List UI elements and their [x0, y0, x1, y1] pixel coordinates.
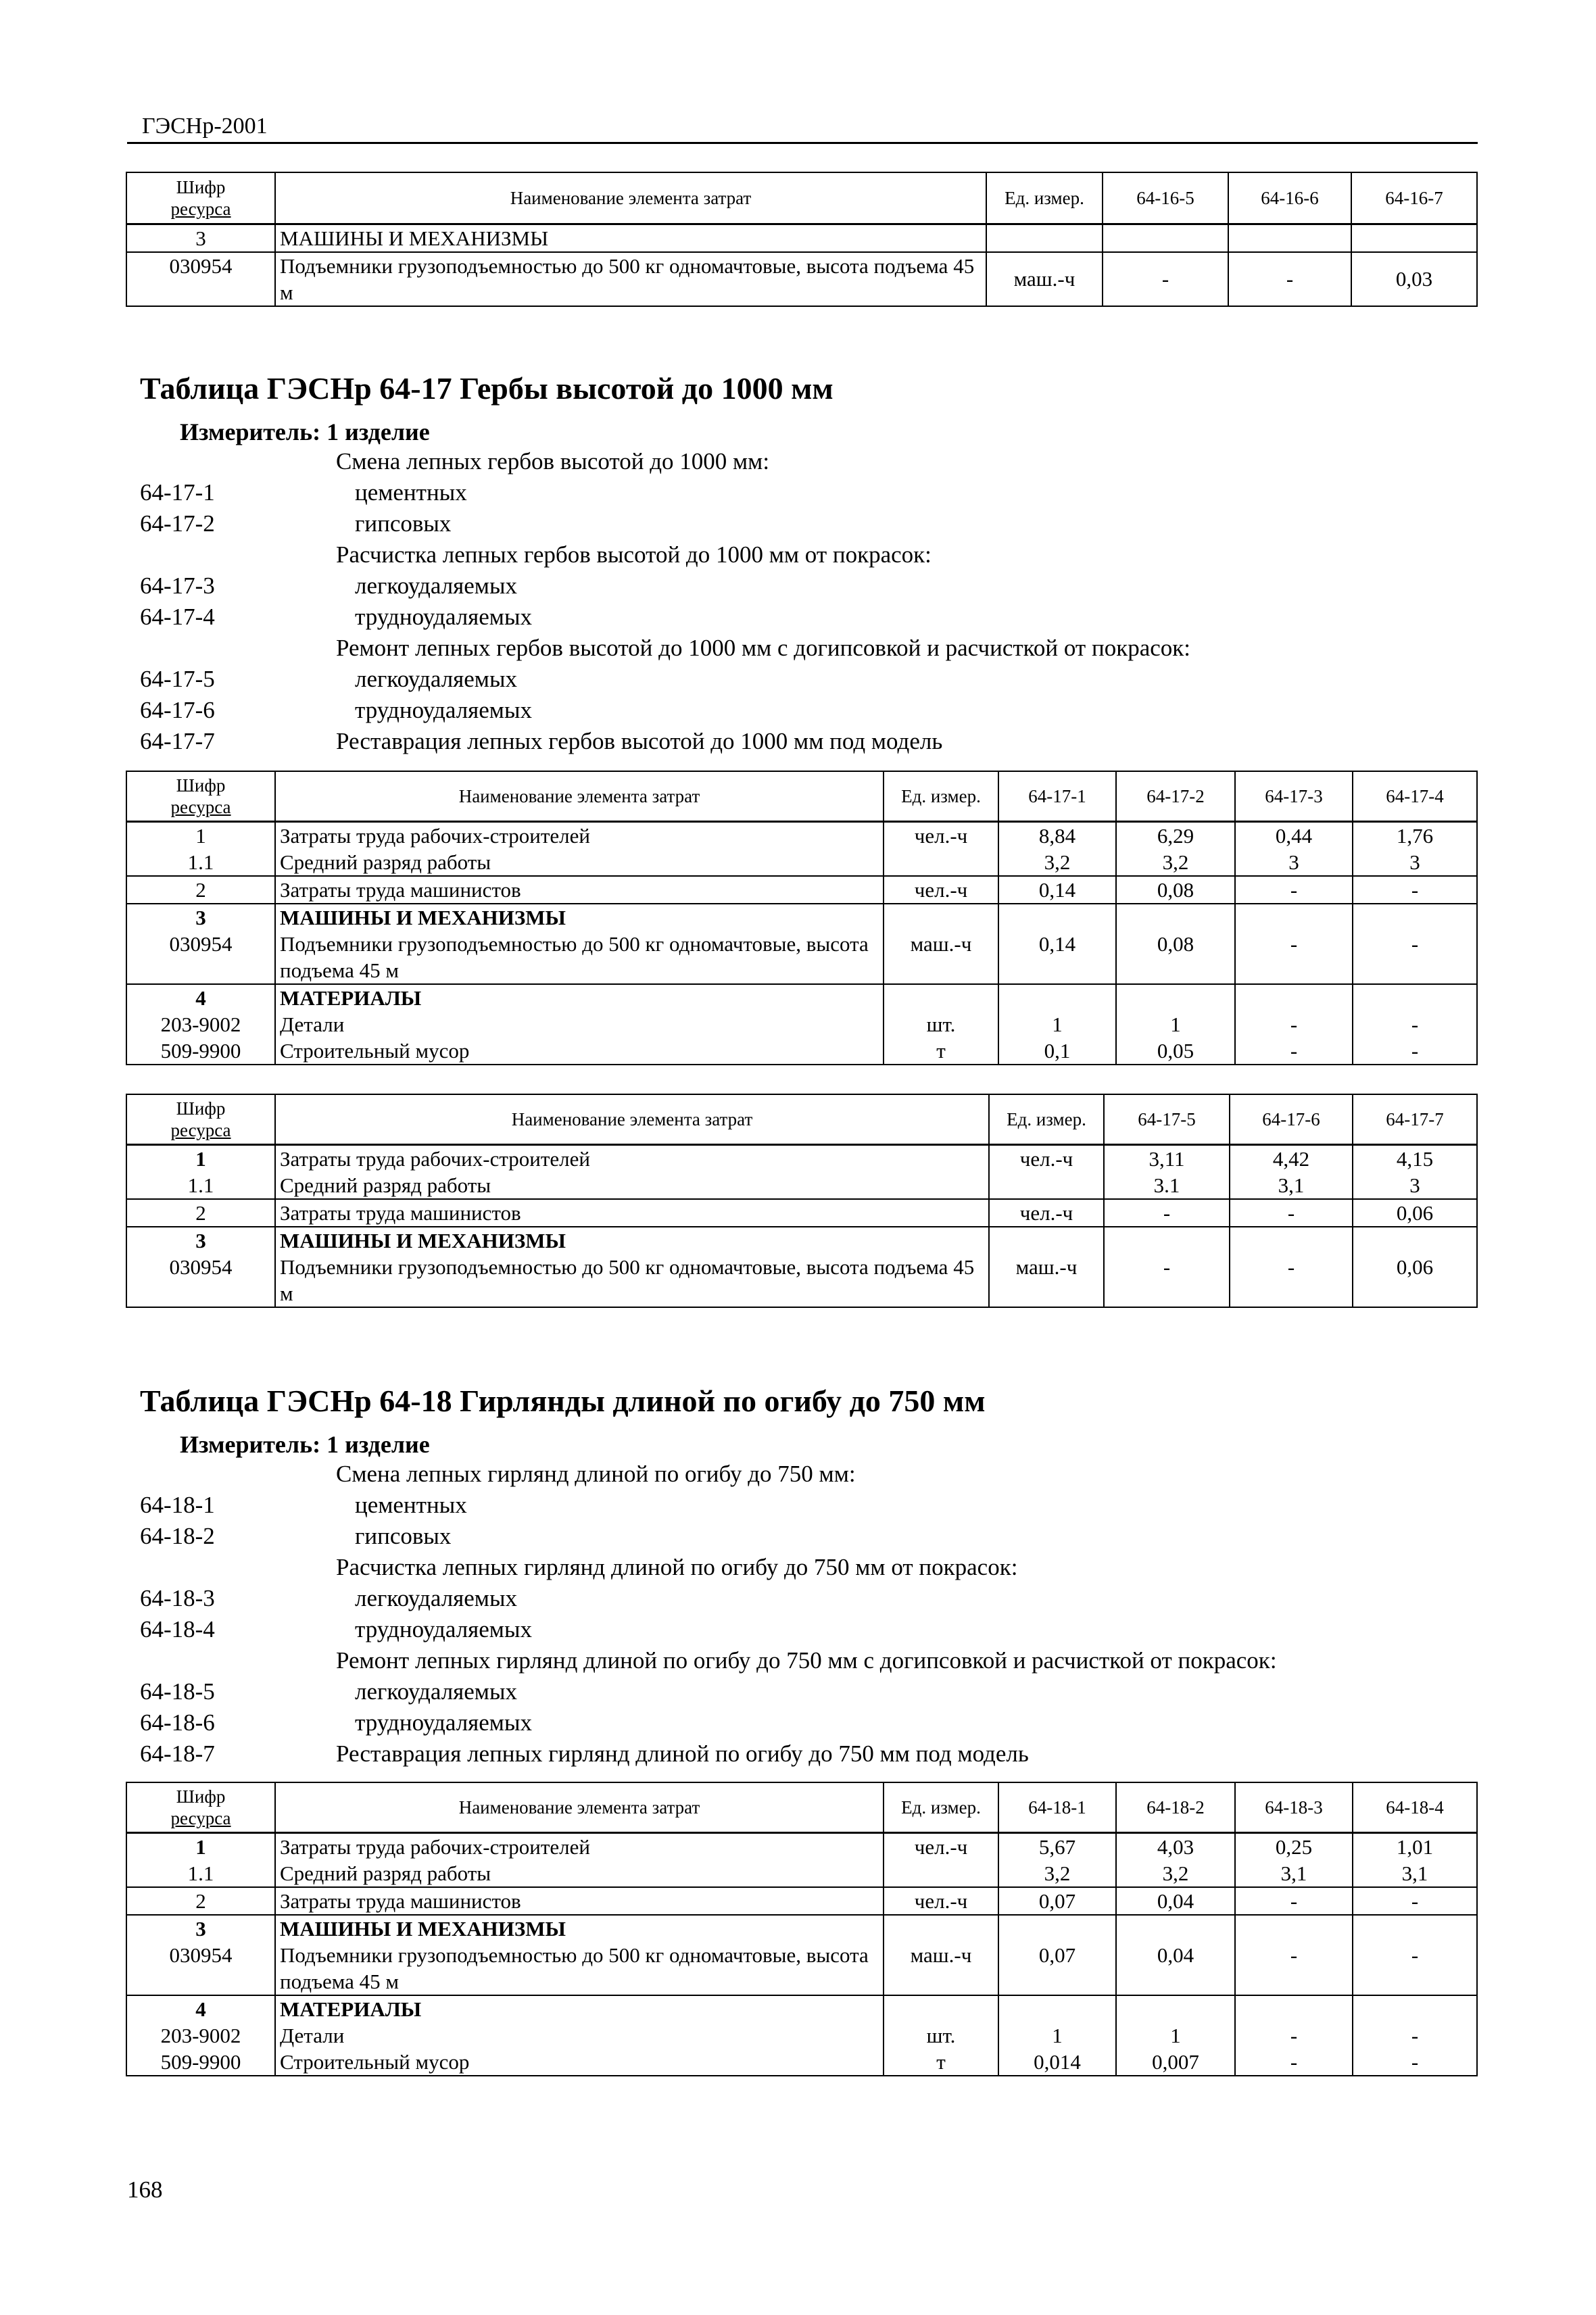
value-cell: - — [1353, 876, 1477, 904]
column-header: 64-16-6 — [1228, 172, 1351, 224]
resource-name: Подъемники грузоподъемностью до 500 кг одномачтовые, высота подъема 45 м — [275, 252, 986, 306]
value-cell: 0,04 — [1116, 1887, 1235, 1915]
value-cell: 3,2 — [1162, 850, 1189, 874]
column-header: 64-17-5 — [1104, 1094, 1230, 1144]
column-header: 64-18-1 — [998, 1782, 1116, 1832]
unit-cell: маш.-ч — [986, 252, 1103, 306]
value-cell: 0,25 — [1275, 1834, 1313, 1859]
table-row — [126, 1995, 1477, 2076]
resource-name: МАШИНЫ И МЕХАНИЗМЫ — [280, 905, 566, 929]
value-cell: 6,29 — [1157, 823, 1194, 848]
table-row — [126, 876, 1477, 904]
value-cell: 4,03 — [1157, 1834, 1194, 1859]
unit-header: Ед. измер. — [884, 1782, 998, 1832]
resource-name: МАШИНЫ И МЕХАНИЗМЫ — [280, 1228, 566, 1252]
code-header: Шифр ресурса — [126, 771, 275, 821]
value-cell: 0,14 — [998, 904, 1116, 984]
value-cell: - — [1290, 2023, 1298, 2047]
resource-name: Детали — [280, 2023, 345, 2047]
resource-code: 3 — [195, 1916, 206, 1941]
resource-name: Подъемники грузоподъемностью до 500 кг одномачтовые, высота подъема 45 м — [280, 1943, 869, 1993]
resource-code: 030954 — [169, 1254, 233, 1279]
resource-name: Строительный мусор — [280, 1038, 470, 1063]
resource-code: 030954 — [169, 1943, 233, 1967]
resource-name: Затраты труда рабочих-строителей — [280, 1146, 590, 1171]
resource-code: 3 — [126, 224, 275, 252]
value-cell: - — [1235, 1915, 1353, 1995]
resource-name: МАШИНЫ И МЕХАНИЗМЫ — [280, 1916, 566, 1941]
unit-cell: маш.-ч — [989, 1227, 1104, 1307]
resource-name: Подъемники грузоподъемностью до 500 кг одномачтовые, высота подъема 45 м — [280, 931, 869, 982]
resource-code: 1.1 — [187, 850, 214, 874]
table-row — [126, 1144, 1477, 1199]
value-cell: 1,76 — [1396, 823, 1434, 848]
name-header: Наименование элемента затрат — [275, 172, 986, 224]
table-row — [126, 984, 1477, 1065]
resource-code: 030954 — [126, 252, 275, 306]
resource-code: 1.1 — [187, 1173, 214, 1197]
code-header: Шифр ресурса — [126, 1782, 275, 1832]
resource-code: 2 — [126, 1199, 275, 1227]
resource-code: 1 — [195, 1146, 206, 1171]
value-cell: 3.1 — [1153, 1173, 1180, 1197]
resource-name: Подъемники грузоподъемностью до 500 кг одномачтовые, высота подъема 45 м — [280, 1254, 975, 1305]
unit-cell: чел.-ч — [989, 1144, 1104, 1199]
resource-code: 2 — [126, 1887, 275, 1915]
value-cell: 3 — [1409, 850, 1420, 874]
column-header: 64-17-6 — [1230, 1094, 1353, 1144]
resource-code: 3 — [195, 905, 206, 929]
value-cell: - — [1235, 1887, 1353, 1915]
value-cell: 3 — [1409, 1173, 1420, 1197]
value-cell: - — [1290, 1012, 1298, 1036]
table-row — [126, 224, 1477, 252]
resource-code: 509-9900 — [160, 1038, 241, 1063]
value-cell: - — [1411, 2049, 1419, 2074]
value-cell: - — [1290, 1038, 1298, 1063]
value-cell: 3,1 — [1401, 1861, 1428, 1885]
table-row — [126, 1227, 1477, 1307]
resource-name: МАТЕРИАЛЫ — [280, 1997, 422, 2021]
resource-name: Строительный мусор — [280, 2049, 470, 2074]
value-cell: 3,2 — [1162, 1861, 1189, 1885]
resource-code: 1.1 — [187, 1861, 214, 1885]
code-header: Шифр ресурса — [126, 172, 275, 224]
resource-name: Затраты труда машинистов — [275, 876, 884, 904]
resource-name: Затраты труда рабочих-строителей — [280, 823, 590, 848]
value-cell: 1,01 — [1396, 1834, 1434, 1859]
table-row — [126, 1887, 1477, 1915]
value-cell: 4,15 — [1396, 1146, 1434, 1171]
value-cell: 0,08 — [1116, 904, 1235, 984]
running-head: ГЭСНр-2001 — [142, 114, 268, 139]
column-header: 64-17-3 — [1235, 771, 1353, 821]
unit-cell: чел.-ч — [884, 1832, 998, 1887]
resource-code: 3 — [195, 1228, 206, 1252]
unit-cell: маш.-ч — [884, 904, 998, 984]
resource-table-64-17-part2 — [126, 1094, 1478, 1308]
value-cell — [1103, 224, 1228, 252]
table-row — [126, 821, 1477, 876]
value-cell: - — [1290, 2049, 1298, 2074]
value-cell: - — [1104, 1227, 1230, 1307]
value-cell: 3,1 — [1278, 1173, 1305, 1197]
value-cell: - — [1353, 1887, 1477, 1915]
section-title-64-18: Таблица ГЭСНр 64-18 Гирлянды длиной по огибу до 750 мм — [140, 1384, 986, 1418]
value-cell: 0,007 — [1152, 2049, 1199, 2074]
resource-code: 4 — [195, 1997, 206, 2021]
value-cell: 5,67 — [1038, 1834, 1076, 1859]
column-header: 64-17-1 — [998, 771, 1116, 821]
value-cell — [1351, 224, 1477, 252]
value-cell: 0,08 — [1116, 876, 1235, 904]
column-header: 64-16-7 — [1351, 172, 1477, 224]
resource-name: Затраты труда машинистов — [275, 1887, 884, 1915]
column-header: 64-17-7 — [1353, 1094, 1477, 1144]
value-cell: 0,04 — [1116, 1915, 1235, 1995]
value-cell: 0,06 — [1353, 1227, 1477, 1307]
value-cell: - — [1228, 252, 1351, 306]
unit-cell: маш.-ч — [884, 1915, 998, 1995]
value-cell: 1 — [1170, 1012, 1181, 1036]
resource-code: 2 — [126, 876, 275, 904]
unit-cell: т — [936, 2049, 946, 2074]
unit-cell: шт. — [926, 1012, 956, 1036]
value-cell: 1 — [1052, 1012, 1063, 1036]
table-row — [126, 252, 1477, 306]
table-row — [126, 1199, 1477, 1227]
unit-header: Ед. измер. — [989, 1094, 1104, 1144]
value-cell: 3,11 — [1148, 1146, 1185, 1171]
value-cell: 0,07 — [998, 1915, 1116, 1995]
unit-cell: шт. — [926, 2023, 956, 2047]
value-cell: 0,44 — [1275, 823, 1313, 848]
resource-code: 509-9900 — [160, 2049, 241, 2074]
resource-name: Средний разряд работы — [280, 850, 491, 874]
value-cell: - — [1235, 904, 1353, 984]
unit-cell: чел.-ч — [989, 1199, 1104, 1227]
resource-code: 030954 — [169, 931, 233, 956]
column-header: 64-18-3 — [1235, 1782, 1353, 1832]
resource-table-64-17-part1 — [126, 771, 1478, 1065]
table-row — [126, 1915, 1477, 1995]
value-cell: 3,2 — [1044, 850, 1071, 874]
section-title-64-17: Таблица ГЭСНр 64-17 Гербы высотой до 1000 мм — [140, 371, 833, 406]
resource-code: 4 — [195, 985, 206, 1010]
value-cell: - — [1230, 1227, 1353, 1307]
resource-name: МАШИНЫ И МЕХАНИЗМЫ — [275, 224, 986, 252]
unit-cell: т — [936, 1038, 946, 1063]
value-cell: - — [1353, 1915, 1477, 1995]
resource-code: 203-9002 — [160, 2023, 241, 2047]
unit-cell: чел.-ч — [884, 821, 998, 876]
column-header: 64-18-2 — [1116, 1782, 1235, 1832]
table-row — [126, 1832, 1477, 1887]
value-cell: 1 — [1170, 2023, 1181, 2047]
name-header: Наименование элемента затрат — [275, 1782, 884, 1832]
column-header: 64-17-2 — [1116, 771, 1235, 821]
value-cell: 3,2 — [1044, 1861, 1071, 1885]
value-cell: - — [1353, 904, 1477, 984]
measurement-unit: Измеритель: 1 изделие — [180, 1431, 430, 1458]
value-cell: - — [1411, 2023, 1419, 2047]
value-cell: 0,03 — [1351, 252, 1477, 306]
unit-header: Ед. измер. — [986, 172, 1103, 224]
value-cell: 0,014 — [1034, 2049, 1081, 2074]
name-header: Наименование элемента затрат — [275, 1094, 989, 1144]
unit-cell — [986, 224, 1103, 252]
value-cell: 4,42 — [1272, 1146, 1310, 1171]
unit-cell: чел.-ч — [884, 1887, 998, 1915]
value-cell — [1228, 224, 1351, 252]
resource-code: 1 — [195, 823, 206, 848]
value-cell: - — [1411, 1038, 1419, 1063]
column-header: 64-17-4 — [1353, 771, 1477, 821]
column-header: 64-16-5 — [1103, 172, 1228, 224]
table-row — [126, 904, 1477, 984]
value-cell: 0,14 — [998, 876, 1116, 904]
page-number: 168 — [127, 2176, 163, 2203]
document-page: ГЭСНр-2001 Шифр ресурса Наименование элемента затрат Ед. измер. 64-16-5 64-16-6 64-16-7 3 МАШИНЫ И МЕХАНИЗМЫ 030954 Подъемники грузоподъемностью до 500 кг одномачтовые, высота подъема 45 м маш.-ч - - 0,03 Таблица ГЭСНр 64-17 Гербы высотой до 1000 мм Измеритель: 1 изделие Смена лепных гербов высотой до 1000 мм: 64-17-1 цементных 64-17-2 гипсовых Расчистка лепных гербов высотой до 1000 мм от покрасок: 64-17-3 легкоудаляемых 64-17-4 трудноудаляемых Ремонт лепных гербов высотой до 1000 мм с догипсовкой и расчисткой от покрасок: 64-17-5 легкоудаляемых 64-17-6 трудноудаляемых 64-17-7 Реставрация лепных гербов высотой до 1000 мм под модель Шифр ресурса Наименование элемента затрат Ед. измер. 64-17-1 64-17-2 64-17-3 64-17-4 1 1.1 Затраты труда рабочих-строителей Средний разряд работы чел.-ч 8,84 3,2 6,29 3,2 0,44 3 1,76 3 2 Затраты труда машинистов чел.-ч 0,14 0,08 - - 3 030954 МАШИНЫ И МЕХАНИЗМЫ Подъемники грузоподъемностью до 500 кг одномачтовые, высота подъема 45 м маш.-ч 0,14 0,08 - - 4 203-9002 509-9900 МАТЕРИАЛЫ Детали Строительный мусор шт. т 1 0,1 1 0,05 - - - - Шифр ресурса Наименование элемента затрат Ед. измер. 64-17-5 64-17-6 64-17-7 1 1.1 Затраты труда рабочих-строителей Средний разряд работы чел.-ч 3,11 3.1 4,42 3,1 4,15 3 2 Затраты труда машинистов чел.-ч - - 0,06 3 030954 МАШИНЫ И МЕХАНИЗМЫ Подъемники грузоподъемностью до 500 кг одномачтовые, высота подъема 45 м маш.-ч - - 0,06 Таблица ГЭСНр 64-18 Гирлянды длиной по огибу до 750 мм Измеритель: 1 изделие Смена лепных гирлянд длиной по огибу до 750 мм: 64-18-1 цементных 64-18-2 гипсовых Расчистка лепных гирлянд длиной по огибу до 750 мм от покрасок: 64-18-3 легкоудаляемых 64-18-4 трудноудаляемых Ремонт лепных гирлянд длиной по огибу до 750 мм с догипсовкой и расчисткой от покрасок: 64-18-5 легкоудаляемых 64-18-6 трудноудаляемых 64-18-7 Реставрация лепных гирлянд длиной по огибу до 750 мм под модель Шифр ресурса Наименование элемента затрат Ед. измер. 64-18-1 64-18-2 64-18-3 64-18-4 1 1.1 Затраты труда рабочих-строителей Средний разряд работы чел.-ч 5,67 3,2 4,03 3,2 0,25 3,1 1,01 3,1 2 Затраты труда машинистов чел.-ч 0,07 0,04 - - 3 030954 МАШИНЫ И МЕХАНИЗМЫ Подъемники грузоподъемностью до 500 кг одномачтовые, высота подъема 45 м маш.-ч 0,07 0,04 - - 4 203-9002 509-9900 МАТЕРИАЛЫ Детали Строительный мусор шт. т 1 0,014 1 0,007 - - - - 168 — [0, 0, 1596, 2315]
value-cell: 3 — [1288, 850, 1299, 874]
resource-name: МАТЕРИАЛЫ — [280, 985, 422, 1010]
value-cell: 0,06 — [1353, 1199, 1477, 1227]
value-cell: 0,05 — [1157, 1038, 1194, 1063]
resource-name: Средний разряд работы — [280, 1861, 491, 1885]
resource-name: Затраты труда машинистов — [275, 1199, 989, 1227]
value-cell: 3,1 — [1280, 1861, 1307, 1885]
resource-name: Затраты труда рабочих-строителей — [280, 1834, 590, 1859]
header-rule — [127, 142, 1478, 144]
value-cell: - — [1235, 876, 1353, 904]
name-header: Наименование элемента затрат — [275, 771, 884, 821]
value-cell: - — [1230, 1199, 1353, 1227]
value-cell: - — [1411, 1012, 1419, 1036]
column-header: 64-18-4 — [1353, 1782, 1477, 1832]
value-cell: 0,1 — [1044, 1038, 1071, 1063]
value-cell: - — [1103, 252, 1228, 306]
unit-cell: чел.-ч — [884, 876, 998, 904]
measurement-unit: Измеритель: 1 изделие — [180, 418, 430, 445]
resource-table-64-18 — [126, 1782, 1478, 2076]
value-cell: 0,07 — [998, 1887, 1116, 1915]
value-cell: - — [1104, 1199, 1230, 1227]
resource-name: Детали — [280, 1012, 345, 1036]
resource-code: 1 — [195, 1834, 206, 1859]
code-header: Шифр ресурса — [126, 1094, 275, 1144]
value-cell: 8,84 — [1038, 823, 1076, 848]
value-cell: 1 — [1052, 2023, 1063, 2047]
resource-code: 203-9002 — [160, 1012, 241, 1036]
resource-table-64-16 — [126, 172, 1478, 307]
resource-name: Средний разряд работы — [280, 1173, 491, 1197]
unit-header: Ед. измер. — [884, 771, 998, 821]
